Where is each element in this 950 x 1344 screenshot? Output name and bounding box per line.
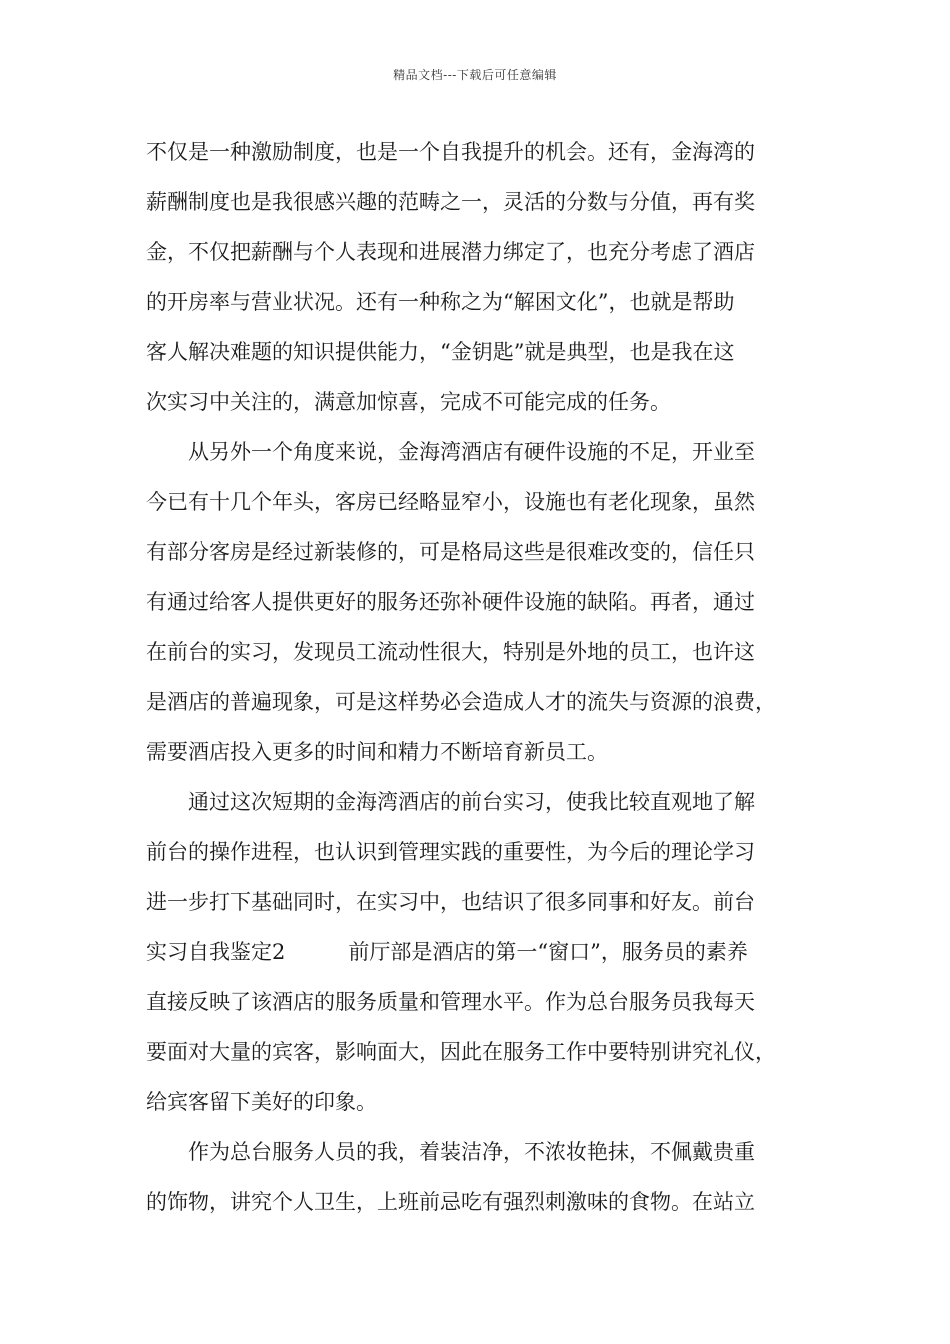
text-line: 的饰物，讲究个人卫生，上班前忌吃有强烈刺激味的食物。在站立 xyxy=(146,1190,755,1214)
text-line: 进一步打下基础同时，在实习中，也结识了很多同事和好友。前台 xyxy=(146,890,755,914)
text-line: 不仅是一种激励制度，也是一个自我提升的机会。还有，金海湾的 xyxy=(146,140,755,164)
text-line: 薪酬制度也是我很感兴趣的范畴之一，灵活的分数与分值，再有奖 xyxy=(146,190,755,214)
text-line: 实习自我鉴定2 前厅部是酒店的第一“窗口”，服务员的素养 xyxy=(146,940,748,964)
text-line: 前台的操作进程，也认识到管理实践的重要性，为今后的理论学习 xyxy=(146,840,755,864)
text-line: 金，不仅把薪酬与个人表现和进展潜力绑定了，也充分考虑了酒店 xyxy=(146,240,755,264)
text-line: 从另外一个角度来说，金海湾酒店有硬件设施的不足，开业至 xyxy=(146,440,755,464)
text-line: 给宾客留下美好的印象。 xyxy=(146,1090,377,1114)
text-line: 客人解决难题的知识提供能力，“金钥匙”就是典型，也是我在这 xyxy=(146,340,735,364)
text-line: 是酒店的普遍现象，可是这样势必会造成人才的流失与资源的浪费， xyxy=(146,690,776,714)
text-line: 直接反映了该酒店的服务质量和管理水平。作为总台服务员我每天 xyxy=(146,990,755,1014)
text-line: 需要酒店投入更多的时间和精力不断培育新员工。 xyxy=(146,740,608,764)
document-body xyxy=(146,130,826,1230)
page-header: 精品文档---下载后可任意编辑 xyxy=(393,68,557,82)
text-line: 要面对大量的宾客，影响面大，因此在服务工作中要特别讲究礼仪， xyxy=(146,1040,776,1064)
text-line: 在前台的实习，发现员工流动性很大，特别是外地的员工，也许这 xyxy=(146,640,755,664)
text-line: 今已有十几个年头，客房已经略显窄小，设施也有老化现象，虽然 xyxy=(146,490,755,514)
text-line: 作为总台服务人员的我，着装洁净，不浓妆艳抹，不佩戴贵重 xyxy=(146,1140,755,1164)
text-line: 的开房率与营业状况。还有一种称之为“解困文化”，也就是帮助 xyxy=(146,290,735,314)
text-line: 通过这次短期的金海湾酒店的前台实习，使我比较直观地了解 xyxy=(146,790,755,814)
text-line: 次实习中关注的，满意加惊喜，完成不可能完成的任务。 xyxy=(146,390,671,414)
text-line: 有通过给客人提供更好的服务还弥补硬件设施的缺陷。再者，通过 xyxy=(146,590,755,614)
text-line: 有部分客房是经过新装修的，可是格局这些是很难改变的，信任只 xyxy=(146,540,755,564)
